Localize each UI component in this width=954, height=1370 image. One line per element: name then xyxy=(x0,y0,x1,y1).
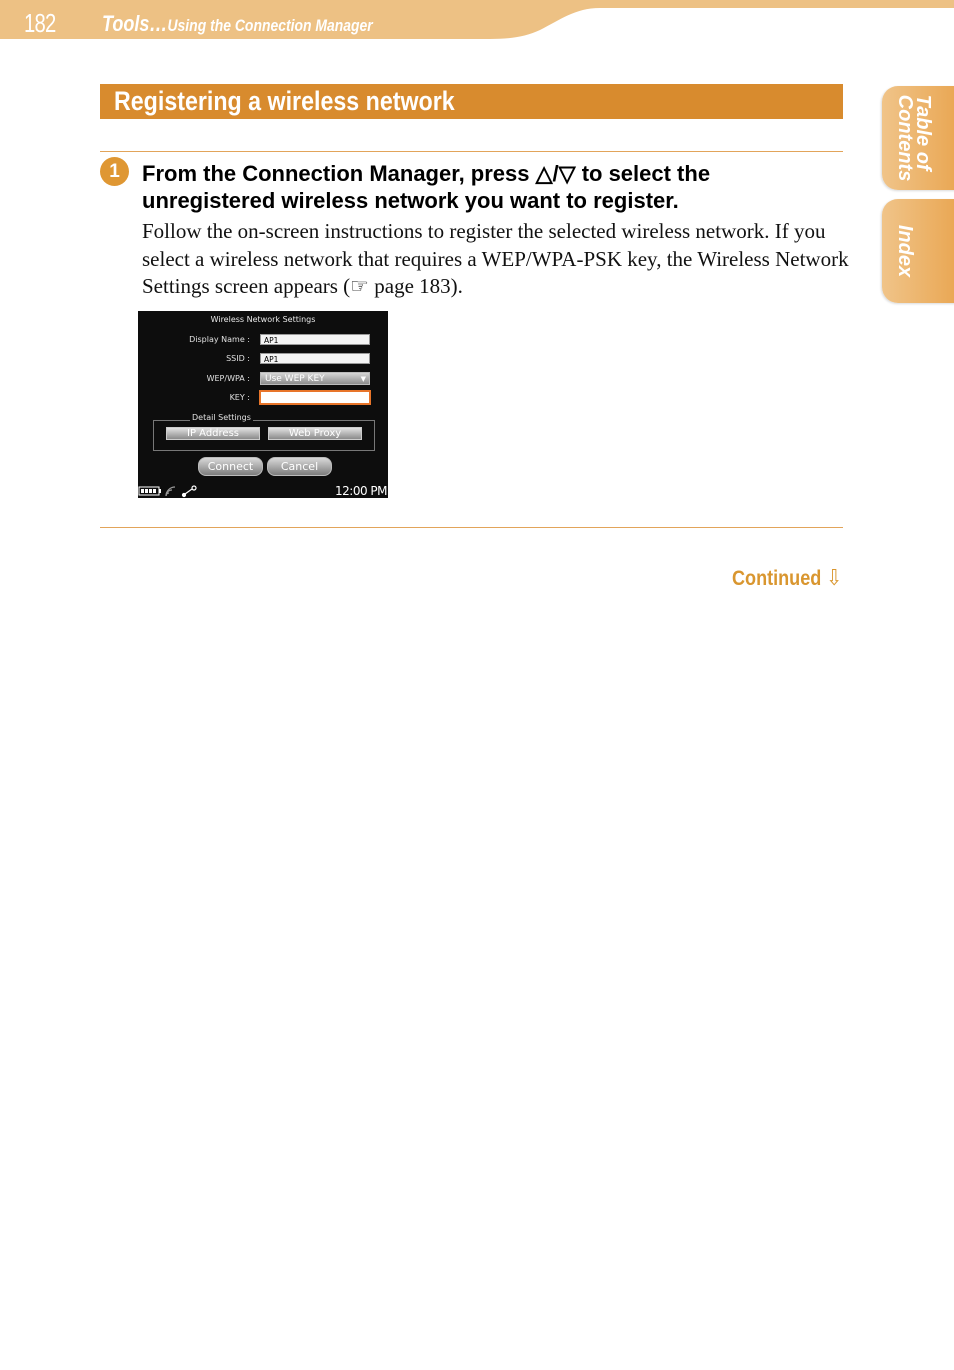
connection-icon xyxy=(183,486,197,497)
running-head xyxy=(102,11,373,37)
web-proxy-button[interactable]: Web Proxy xyxy=(268,427,362,440)
wep-wpa-select-value: Use WEP KEY xyxy=(265,374,325,384)
ip-address-button[interactable]: IP Address xyxy=(166,427,260,440)
continued-label xyxy=(732,565,842,591)
index-tab[interactable] xyxy=(882,199,954,303)
ssid-field[interactable]: AP1 xyxy=(260,353,370,364)
wep-wpa-label: WEP/WPA : xyxy=(206,374,250,383)
display-name-field[interactable]: AP1 xyxy=(260,334,370,345)
device-screen-title: Wireless Network Settings xyxy=(210,315,316,324)
running-head-section: Tools… xyxy=(102,11,168,36)
detail-settings-label: Detail Settings xyxy=(192,413,251,422)
ssid-label: SSID : xyxy=(226,354,250,363)
index-tab-label: Index xyxy=(894,224,916,278)
connect-button[interactable]: Connect xyxy=(198,457,263,476)
device-screenshot xyxy=(138,311,388,498)
key-input[interactable] xyxy=(259,390,371,405)
key-label: KEY : xyxy=(229,393,250,402)
device-clock: 12:00 PM xyxy=(335,484,387,498)
section-heading-text: Registering a wireless network xyxy=(114,86,455,116)
wep-wpa-select[interactable] xyxy=(260,372,370,385)
section-heading xyxy=(100,84,843,119)
chevron-down-icon: ▼ xyxy=(360,375,366,383)
battery-icon xyxy=(139,487,161,495)
table-of-contents-tab[interactable] xyxy=(882,86,954,190)
step-instruction: From the Connection Manager, press △/▽ to select the unregistered wireless network you want to register. xyxy=(142,161,711,213)
arrow-down-icon: ⇩ xyxy=(826,565,843,590)
wireless-signal-icon xyxy=(166,487,175,496)
table-of-contents-tab-label: Table of Contents xyxy=(894,94,934,182)
step-body: Follow the on-screen instructions to register the selected wireless network. If you select a wireless network that requires a WEP/WPA-PSK key, the Wireless Network Settings screen appears (☞ page 183). xyxy=(142,219,849,298)
status-bar xyxy=(138,484,388,498)
divider-top xyxy=(100,151,843,152)
page-number: 182 xyxy=(24,8,56,38)
running-head-subsection: Using the Connection Manager xyxy=(167,16,373,35)
step-number-badge: 1 xyxy=(100,157,129,186)
display-name-label: Display Name : xyxy=(189,335,250,344)
divider-bottom xyxy=(100,527,843,528)
continued-text: Continued xyxy=(732,567,822,590)
cancel-button[interactable]: Cancel xyxy=(267,457,332,476)
